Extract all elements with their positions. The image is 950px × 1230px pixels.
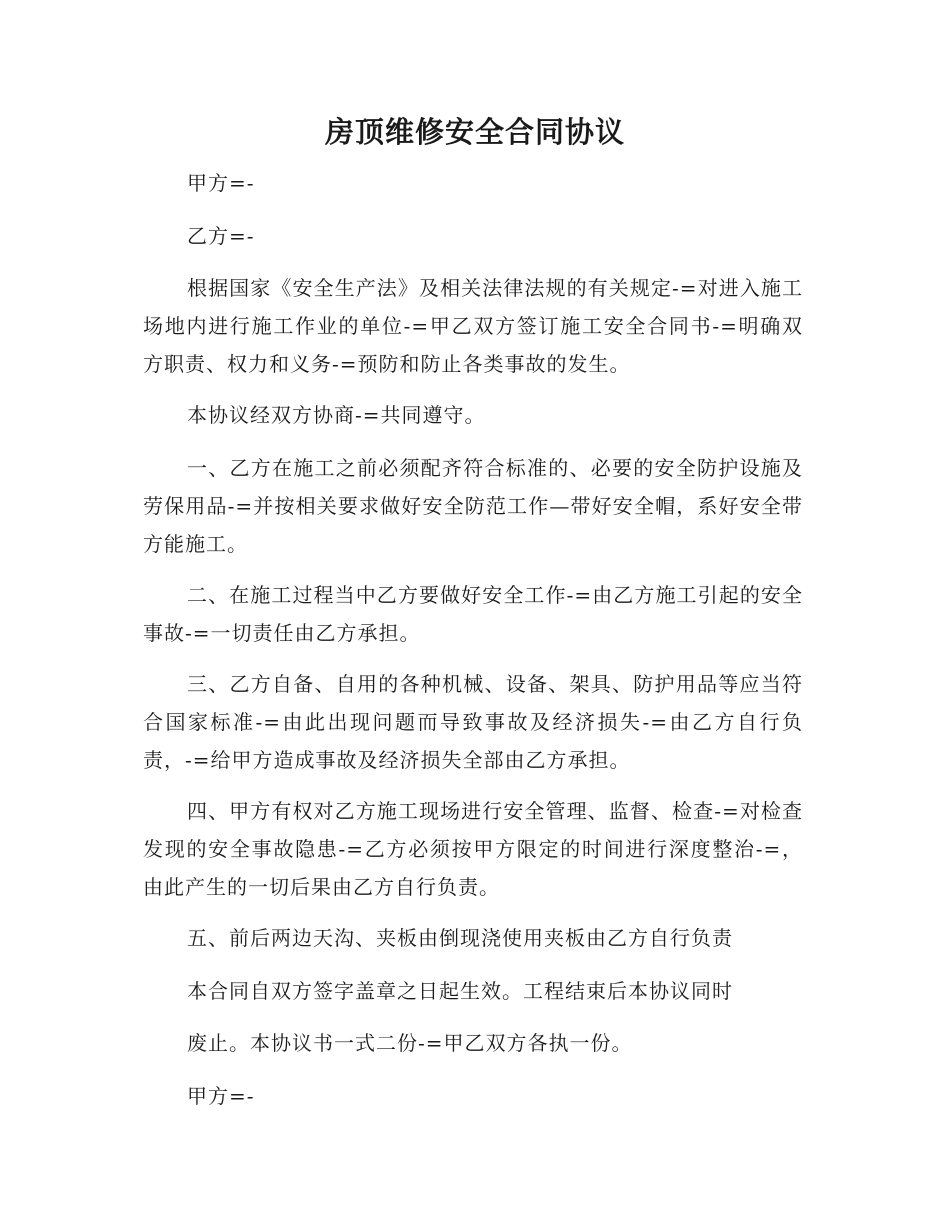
- party-b-label: 乙方=-: [187, 224, 255, 248]
- document-title: 房顶维修安全合同协议: [324, 115, 625, 149]
- clause-1: 一、乙方在施工之前必须配齐符合标准的、必要的安全防护设施及劳保用品-=并按相关要求做好安全防范工作—带好安全帽，系好安全带方能施工。: [143, 456, 803, 556]
- effective-line-2: 废止。本协议书一式二份-=甲乙双方各执一份。: [187, 1031, 633, 1055]
- effective-line-1: 本合同自双方签字盖章之日起生效。工程结束后本协议同时: [187, 979, 733, 1003]
- party-a-label: 甲方=-: [187, 171, 255, 195]
- party-a-signature-label: 甲方=-: [187, 1084, 255, 1108]
- agreement-paragraph: 本协议经双方协商-=共同遵守。: [187, 403, 486, 427]
- clause-5: 五、前后两边天沟、夹板由倒现浇使用夹板由乙方自行负责: [187, 926, 733, 950]
- clause-2: 二、在施工过程当中乙方要做好安全工作-=由乙方施工引起的安全事故-=一切责任由乙方承担。: [143, 583, 803, 645]
- intro-paragraph: 根据国家《安全生产法》及相关法律法规的有关规定-=对进入施工场地内进行施工作业的单位-=甲乙双方签订施工安全合同书-=明确双方职责、权力和义务-=预防和防止各类事故的发生。: [143, 276, 803, 376]
- clause-3: 三、乙方自备、自用的各种机械、设备、架具、防护用品等应当符合国家标准-=由此出现问题而导致事故及经济损失-=由乙方自行负责，-=给甲方造成事故及经济损失全部由乙方承担。: [143, 672, 803, 772]
- clause-4: 四、甲方有权对乙方施工现场进行安全管理、监督、检查-=对检查发现的安全事故隐患-=乙方必须按甲方限定的时间进行深度整治-=，由此产生的一切后果由乙方自行负责。: [143, 799, 803, 899]
